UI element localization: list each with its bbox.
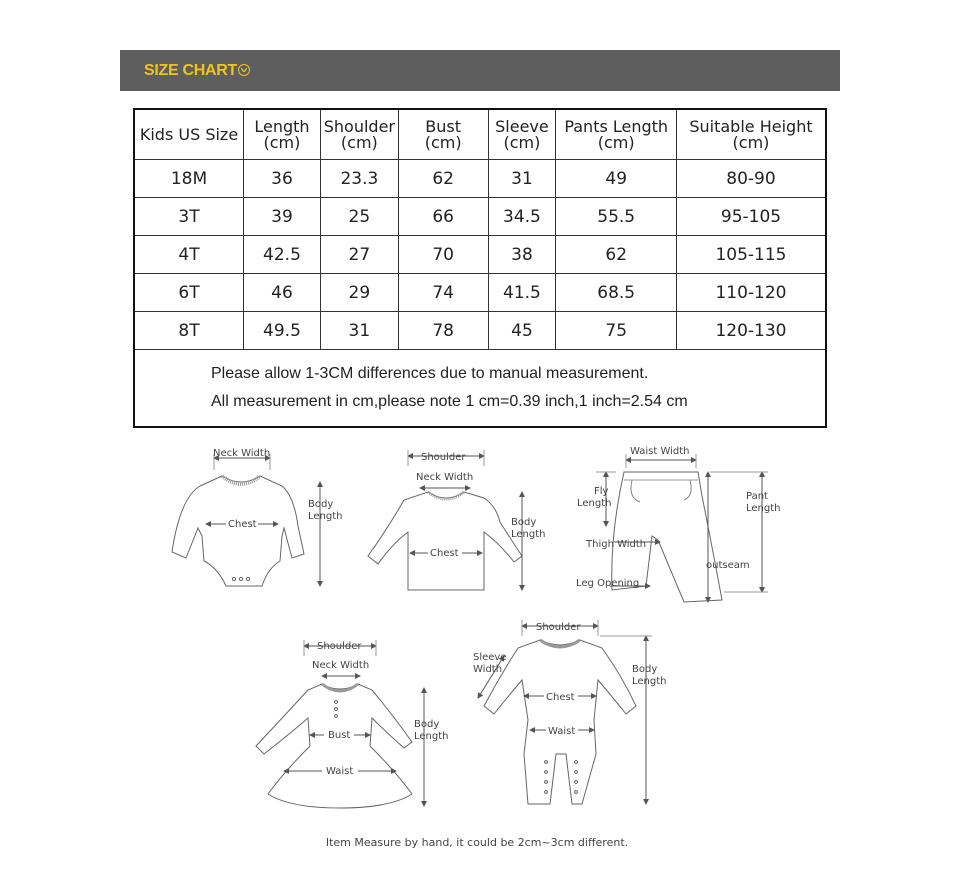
table-cell: 105-115 bbox=[676, 236, 826, 274]
table-cell: 36 bbox=[244, 160, 321, 198]
table-row bbox=[134, 274, 826, 312]
note-row bbox=[134, 350, 826, 428]
dress-shoulder-label: Shoulder bbox=[317, 641, 362, 652]
romper-sleeve-label: Sleeve bbox=[473, 652, 507, 663]
romper-shoulder-label: Shoulder bbox=[536, 622, 581, 633]
table-cell: 49 bbox=[556, 160, 677, 198]
note-line-1: Please allow 1-3CM differences due to manual measurement. bbox=[211, 365, 649, 382]
table-cell: 45 bbox=[488, 312, 556, 350]
header-pants-length: Pants Length (cm) bbox=[556, 109, 677, 160]
table-row bbox=[134, 312, 826, 350]
dress-length-label: Length bbox=[414, 731, 449, 742]
header-suitable-height: Suitable Height (cm) bbox=[676, 109, 826, 160]
bodysuit-length-label: Length bbox=[308, 511, 343, 522]
table-cell: 74 bbox=[398, 274, 488, 312]
dress-body-label: Body bbox=[414, 719, 440, 730]
table-cell: 95-105 bbox=[676, 198, 826, 236]
romper-body-label: Body bbox=[632, 664, 658, 675]
pants-thigh-label: Thigh Width bbox=[586, 539, 647, 550]
tshirt-shoulder-label: Shoulder bbox=[421, 452, 466, 463]
table-cell: 41.5 bbox=[488, 274, 556, 312]
romper-length-label: Length bbox=[632, 676, 667, 687]
pants-fly-length-label: Length bbox=[577, 498, 612, 509]
romper-diagram bbox=[478, 620, 652, 804]
footer-note: Item Measure by hand, it could be 2cm~3cm different. bbox=[325, 836, 629, 849]
header-kids-size: Kids US Size bbox=[134, 109, 244, 160]
pants-pant-label: Pant bbox=[746, 491, 768, 502]
bodysuit-neck-label: Neck Width bbox=[213, 448, 271, 459]
dress-bust-label: Bust bbox=[328, 730, 351, 741]
table-cell: 62 bbox=[398, 160, 488, 198]
table-cell: 62 bbox=[556, 236, 677, 274]
size-table bbox=[133, 108, 827, 428]
table-cell: 66 bbox=[398, 198, 488, 236]
table-cell: 78 bbox=[398, 312, 488, 350]
measurement-diagrams bbox=[0, 436, 960, 856]
table-cell: 55.5 bbox=[556, 198, 677, 236]
table-cell: 38 bbox=[488, 236, 556, 274]
bodysuit-chest-label: Chest bbox=[228, 519, 257, 530]
table-cell: 80-90 bbox=[676, 160, 826, 198]
table-cell: 68.5 bbox=[556, 274, 677, 312]
table-cell: 70 bbox=[398, 236, 488, 274]
table-cell: 31 bbox=[488, 160, 556, 198]
header-sleeve: Sleeve (cm) bbox=[488, 109, 556, 160]
table-cell: 8T bbox=[134, 312, 244, 350]
table-cell: 27 bbox=[320, 236, 398, 274]
table-header-row bbox=[134, 109, 826, 160]
header-shoulder: Shoulder (cm) bbox=[320, 109, 398, 160]
measurement-note bbox=[134, 350, 826, 428]
table-cell: 110-120 bbox=[676, 274, 826, 312]
pants-outseam-label: outseam bbox=[706, 560, 750, 571]
table-cell: 25 bbox=[320, 198, 398, 236]
romper-chest-label: Chest bbox=[546, 692, 575, 703]
table-cell: 4T bbox=[134, 236, 244, 274]
table-cell: 39 bbox=[244, 198, 321, 236]
table-cell: 34.5 bbox=[488, 198, 556, 236]
bodysuit-body-label: Body bbox=[308, 499, 334, 510]
pants-leg-opening-label: Leg Opening bbox=[576, 578, 640, 589]
note-line-2: All measurement in cm,please note 1 cm=0.39 inch,1 inch=2.54 cm bbox=[211, 393, 688, 410]
table-cell: 29 bbox=[320, 274, 398, 312]
table-cell: 18M bbox=[134, 160, 244, 198]
pants-length-label: Length bbox=[746, 503, 781, 514]
dress-waist-label: Waist bbox=[326, 766, 354, 777]
table-row bbox=[134, 198, 826, 236]
dress-neck-label: Neck Width bbox=[312, 660, 370, 671]
table-cell: 49.5 bbox=[244, 312, 321, 350]
size-chart-title: SIZE CHART bbox=[144, 62, 238, 79]
table-cell: 46 bbox=[244, 274, 321, 312]
header-length: Length (cm) bbox=[244, 109, 321, 160]
table-cell: 23.3 bbox=[320, 160, 398, 198]
table-row bbox=[134, 160, 826, 198]
table-cell: 120-130 bbox=[676, 312, 826, 350]
romper-width-label: Width bbox=[473, 664, 503, 675]
size-chart-header bbox=[120, 50, 840, 91]
chevron-down-icon[interactable] bbox=[238, 64, 250, 76]
tshirt-body-label: Body bbox=[511, 517, 537, 528]
table-cell: 42.5 bbox=[244, 236, 321, 274]
table-cell: 31 bbox=[320, 312, 398, 350]
table-cell: 3T bbox=[134, 198, 244, 236]
pants-waist-label: Waist Width bbox=[630, 446, 690, 457]
tshirt-chest-label: Chest bbox=[430, 548, 459, 559]
romper-waist-label: Waist bbox=[548, 726, 576, 737]
table-cell: 75 bbox=[556, 312, 677, 350]
tshirt-neck-label: Neck Width bbox=[416, 472, 474, 483]
pants-fly-label: Fly bbox=[594, 486, 609, 497]
table-row bbox=[134, 236, 826, 274]
tshirt-diagram bbox=[368, 450, 522, 590]
tshirt-length-label: Length bbox=[511, 529, 546, 540]
header-bust: Bust (cm) bbox=[398, 109, 488, 160]
table-cell: 6T bbox=[134, 274, 244, 312]
